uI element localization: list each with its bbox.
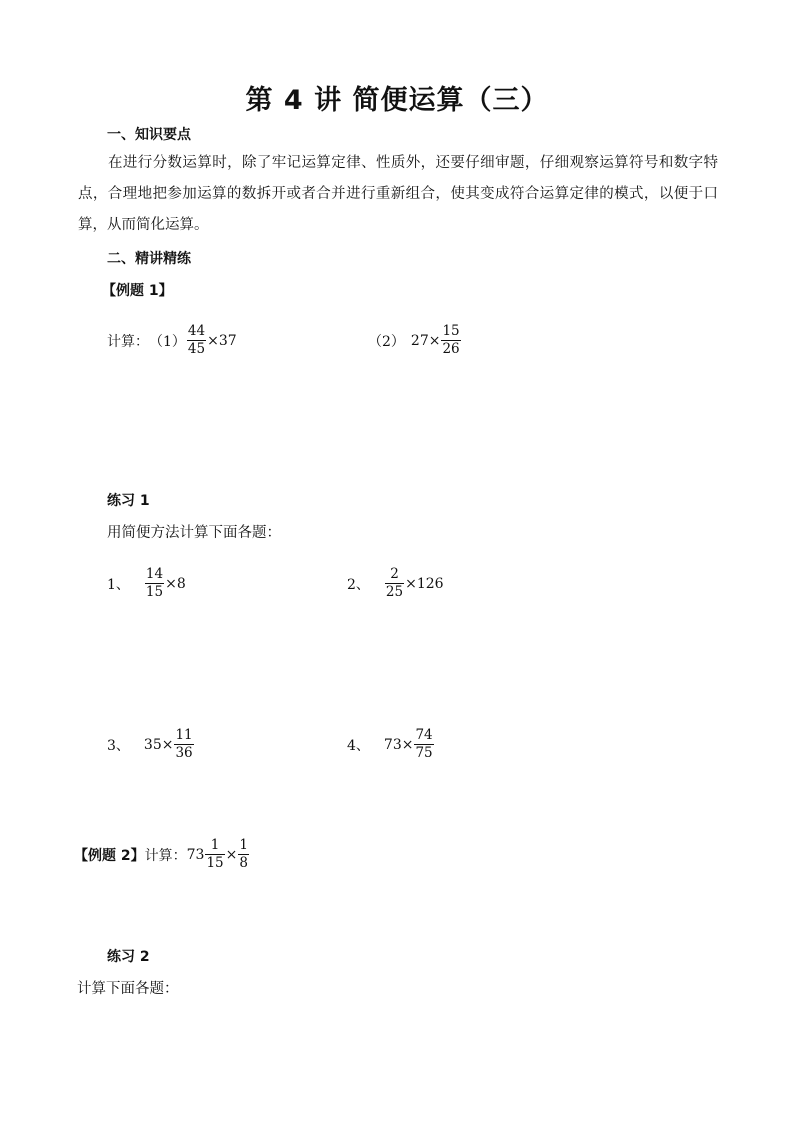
fraction-numerator: 11 [175,727,193,743]
fraction-denominator: 36 [175,745,193,761]
fraction-denominator: 45 [187,341,206,357]
fraction-denominator: 15 [206,855,224,871]
question-operator: ×126 [405,575,444,592]
example-1-problem-2 [368,323,462,358]
example-1-p2-pre: 27× [410,332,441,349]
example-1-p2-index: （2） [368,333,405,350]
mixed-number-whole: 73 [186,846,205,863]
question-pre: 35× [143,736,174,753]
example-2-problem [74,837,250,872]
practice-1-question-1 [107,566,186,601]
fraction-numerator: 2 [390,566,399,582]
fraction [441,323,460,358]
fraction [205,837,224,872]
fraction-numerator: 1 [239,837,248,853]
question-index: 1、 [107,576,130,593]
example-1-problem-1 [107,323,237,358]
page-title: 第 4 讲 简便运算（三） [245,85,549,116]
practice-1-question-2 [347,566,444,601]
fraction [238,837,249,872]
fraction [145,566,164,601]
fraction [385,566,404,601]
fraction [414,727,433,762]
question-index: 4、 [347,737,370,754]
fraction-denominator: 8 [239,855,248,871]
example-1-label: 【例题 1】 [102,283,173,299]
example-2-label: 【例题 2】 [74,847,145,864]
fraction-numerator: 1 [210,837,220,853]
practice-2-instruction: 计算下面各题： [77,981,179,997]
example-1-p1-operator: ×37 [207,332,237,349]
section-heading-practice: 二、精讲精练 [107,251,191,267]
fraction-denominator: 15 [145,584,164,600]
question-index: 3、 [107,737,130,754]
example-1-p1-index: （1） [149,333,186,350]
practice-1-label: 练习 1 [107,493,150,509]
fraction-denominator: 25 [385,584,404,600]
question-index: 2、 [347,576,370,593]
fraction-numerator: 74 [415,727,433,743]
practice-1-question-3 [107,727,195,762]
fraction-denominator: 26 [442,341,460,357]
practice-1-instruction: 用简便方法计算下面各题： [107,525,281,541]
example-2-prompt: 计算： [144,847,187,864]
practice-1-question-4 [347,727,435,762]
fraction-numerator: 15 [442,323,460,339]
knowledge-paragraph: 在进行分数运算时，除了牢记运算定律、性质外，还要仔细审题，仔细观察运算符号和数字特点，合理地把参加运算的数拆开或者合并进行重新组合，使其变成符合运算定律的模式，以便于口算，从而简化运算。 [78,155,718,233]
fraction [174,727,193,762]
fraction-numerator: 14 [145,566,164,582]
example-1-prompt: 计算： [107,333,149,350]
fraction-denominator: 75 [415,745,433,761]
practice-2-label: 练习 2 [107,949,150,965]
fraction-numerator: 44 [187,323,206,339]
section-heading-knowledge: 一、知识要点 [107,127,191,143]
multiply-operator: × [225,846,238,863]
question-operator: ×8 [165,575,186,592]
question-pre: 73× [383,736,414,753]
fraction [187,323,206,358]
